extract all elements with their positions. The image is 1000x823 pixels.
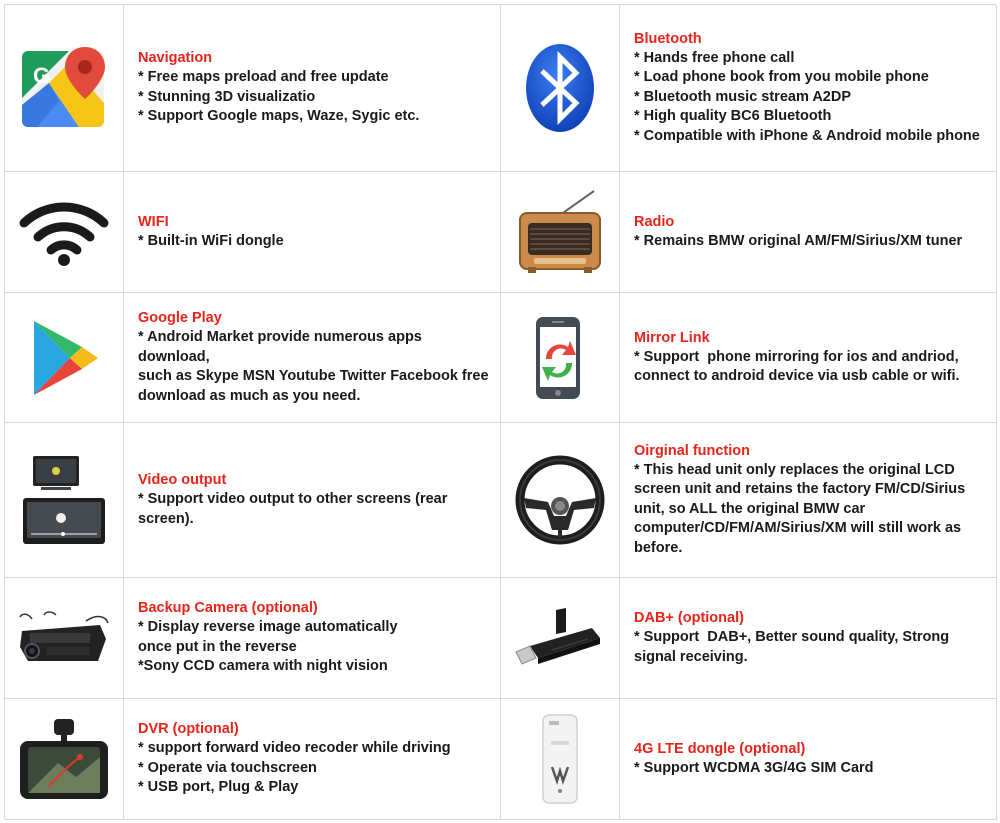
google-play-icon-cell xyxy=(5,293,124,423)
bluetooth-line: * High quality BC6 Bluetooth xyxy=(634,108,832,125)
wifi-icon xyxy=(16,197,112,267)
mirror-link-icon-cell xyxy=(501,293,620,423)
google-play-icon xyxy=(24,315,104,401)
video-output-screens-icon xyxy=(21,454,107,546)
navigation-line: * Support Google maps, Waze, Sygic etc. xyxy=(138,108,420,125)
backup-camera-line: once put in the reverse xyxy=(138,638,297,655)
feature-grid xyxy=(4,4,996,819)
original-function-text-cell xyxy=(620,423,997,578)
wifi-title: WIFI xyxy=(138,213,169,230)
dab-title: DAB+ (optional) xyxy=(634,610,744,626)
google-maps-icon xyxy=(19,43,109,133)
steering-wheel-icon xyxy=(514,454,606,546)
video-output-title: Video output xyxy=(138,472,227,488)
backup-camera-text-cell xyxy=(124,578,501,699)
navigation-icon-cell xyxy=(5,5,124,172)
navigation-title: Navigation xyxy=(138,50,213,67)
lte-title: 4G LTE dongle (optional) xyxy=(634,740,806,757)
bluetooth-icon-cell xyxy=(501,5,620,172)
mirror-link-line: * Support phone mirroring for ios and andriod, connect to android device via usb cable or wifi. xyxy=(634,348,963,384)
dvr-text-cell xyxy=(124,699,501,820)
video-output-line: * Support video output to other screens (rear screen). xyxy=(138,491,452,527)
backup-camera-icon xyxy=(16,603,112,673)
mirror-link-title: Mirror Link xyxy=(634,329,710,346)
dvr-title: DVR (optional) xyxy=(138,721,239,738)
bluetooth-title: Bluetooth xyxy=(634,30,702,47)
mirror-link-text-cell xyxy=(620,293,997,423)
backup-camera-title: Backup Camera (optional) xyxy=(138,600,318,617)
lte-text-cell xyxy=(620,699,997,820)
dab-line: * Support DAB+, Better sound quality, Strong signal receiving. xyxy=(634,629,954,665)
dvr-camera-icon xyxy=(18,717,110,801)
lte-icon-cell xyxy=(501,699,620,820)
backup-camera-icon-cell xyxy=(5,578,124,699)
radio-text-cell xyxy=(620,172,997,293)
wifi-line: * Built-in WiFi dongle xyxy=(138,232,284,249)
google-play-line: * Android Market provide numerous apps download, xyxy=(138,329,426,365)
backup-camera-line: *Sony CCD camera with night vision xyxy=(138,658,388,675)
dvr-line: * USB port, Plug & Play xyxy=(138,779,299,796)
mirror-link-phone-icon xyxy=(528,315,592,401)
navigation-text-cell xyxy=(124,5,501,172)
bluetooth-icon xyxy=(520,41,600,135)
radio-title: Radio xyxy=(634,213,675,230)
radio-icon-cell xyxy=(501,172,620,293)
wifi-text-cell xyxy=(124,172,501,293)
dvr-line: * support forward video recoder while driving xyxy=(138,740,451,757)
radio-icon xyxy=(514,187,606,277)
bluetooth-text-cell xyxy=(620,5,997,172)
dvr-icon-cell xyxy=(5,699,124,820)
wifi-icon-cell xyxy=(5,172,124,293)
dab-icon-cell xyxy=(501,578,620,699)
navigation-line: * Stunning 3D visualizatio xyxy=(138,88,316,105)
lte-dongle-icon xyxy=(535,711,585,807)
google-play-title: Google Play xyxy=(138,310,222,326)
navigation-line: * Free maps preload and free update xyxy=(138,69,389,86)
dab-dongle-icon xyxy=(512,606,608,670)
original-function-line: * This head unit only replaces the original LCD screen unit and retains the factory FM/CD/Sirius unit, so ALL the original BMW car computer/CD/FM/AM/Sirius/XM will still work as before. xyxy=(634,461,970,556)
backup-camera-line: * Display reverse image automatically xyxy=(138,619,398,636)
google-play-line: such as Skype MSN Youtube Twitter Facebook free download as much as you need. xyxy=(138,368,493,404)
original-function-title: Oirginal function xyxy=(634,442,750,459)
original-function-icon-cell xyxy=(501,423,620,578)
lte-line: * Support WCDMA 3G/4G SIM Card xyxy=(634,759,874,776)
svg-text:G: G xyxy=(33,63,51,88)
video-output-icon-cell xyxy=(5,423,124,578)
bluetooth-line: * Compatible with iPhone & Android mobile phone xyxy=(634,127,980,144)
google-play-text-cell xyxy=(124,293,501,423)
dab-text-cell xyxy=(620,578,997,699)
bluetooth-line: * Load phone book from you mobile phone xyxy=(634,69,929,86)
video-output-text-cell xyxy=(124,423,501,578)
bluetooth-line: * Hands free phone call xyxy=(634,49,795,66)
radio-line: * Remains BMW original AM/FM/Sirius/XM tuner xyxy=(634,232,963,249)
bluetooth-line: * Bluetooth music stream A2DP xyxy=(634,88,852,105)
dvr-line: * Operate via touchscreen xyxy=(138,759,317,776)
